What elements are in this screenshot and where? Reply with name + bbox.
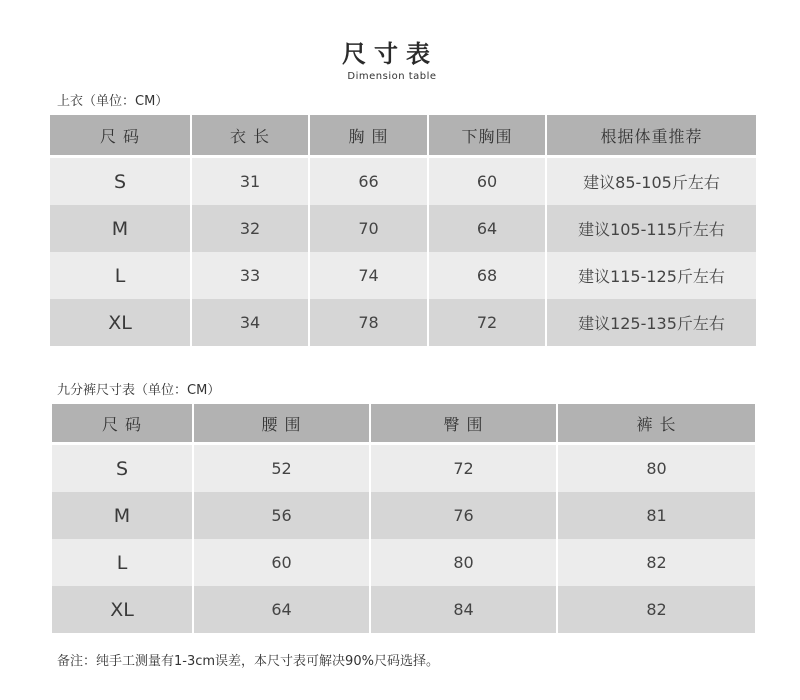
table-row [52, 586, 755, 633]
column-header: 尺 码 [52, 404, 193, 444]
length-cell: 32 [191, 205, 309, 252]
table-row [50, 157, 756, 206]
weight-recommendation-cell: 建议105-115斤左右 [546, 205, 756, 252]
underbust-cell: 68 [428, 252, 546, 299]
top-section-label: 上衣（单位：CM） [57, 94, 169, 109]
weight-recommendation-cell: 建议125-135斤左右 [546, 299, 756, 346]
chest-cell: 78 [309, 299, 428, 346]
chest-cell: 66 [309, 157, 428, 206]
footer-note: 备注：纯手工测量有1-3cm误差，本尺寸表可解决90%尺码选择。 [57, 654, 439, 669]
weight-recommendation-cell: 建议85-105斤左右 [546, 157, 756, 206]
waist-cell: 60 [193, 539, 370, 586]
top-size-table [50, 115, 756, 346]
weight-recommendation-cell: 建议115-125斤左右 [546, 252, 756, 299]
pants-length-cell: 82 [557, 539, 755, 586]
size-cell: M [52, 492, 193, 539]
waist-cell: 64 [193, 586, 370, 633]
length-cell: 33 [191, 252, 309, 299]
waist-cell: 56 [193, 492, 370, 539]
table-row [50, 205, 756, 252]
pants-size-table [52, 404, 755, 633]
column-header: 根据体重推荐 [546, 115, 756, 157]
column-header: 衣 长 [191, 115, 309, 157]
column-header: 尺 码 [50, 115, 191, 157]
column-header: 臀 围 [370, 404, 557, 444]
hip-cell: 80 [370, 539, 557, 586]
pants-length-cell: 81 [557, 492, 755, 539]
underbust-cell: 64 [428, 205, 546, 252]
column-header: 裤 长 [557, 404, 755, 444]
hip-cell: 76 [370, 492, 557, 539]
table-header-row [50, 115, 756, 157]
size-cell: XL [50, 299, 191, 346]
hip-cell: 72 [370, 444, 557, 493]
page-title: 尺寸表 [342, 40, 438, 68]
size-cell: XL [52, 586, 193, 633]
column-header: 腰 围 [193, 404, 370, 444]
table-row [52, 539, 755, 586]
underbust-cell: 60 [428, 157, 546, 206]
chest-cell: 70 [309, 205, 428, 252]
size-cell: L [52, 539, 193, 586]
table-header-row [52, 404, 755, 444]
waist-cell: 52 [193, 444, 370, 493]
table-row [52, 492, 755, 539]
table-row [50, 252, 756, 299]
size-cell: M [50, 205, 191, 252]
pants-length-cell: 82 [557, 586, 755, 633]
length-cell: 34 [191, 299, 309, 346]
hip-cell: 84 [370, 586, 557, 633]
table-row [50, 299, 756, 346]
chest-cell: 74 [309, 252, 428, 299]
column-header: 胸 围 [309, 115, 428, 157]
length-cell: 31 [191, 157, 309, 206]
size-cell: S [50, 157, 191, 206]
size-cell: S [52, 444, 193, 493]
pants-length-cell: 80 [557, 444, 755, 493]
column-header: 下胸围 [428, 115, 546, 157]
page-subtitle: Dimension table [347, 71, 437, 82]
size-cell: L [50, 252, 191, 299]
underbust-cell: 72 [428, 299, 546, 346]
table-row [52, 444, 755, 493]
pants-section-label: 九分裤尺寸表（单位：CM） [57, 383, 221, 398]
